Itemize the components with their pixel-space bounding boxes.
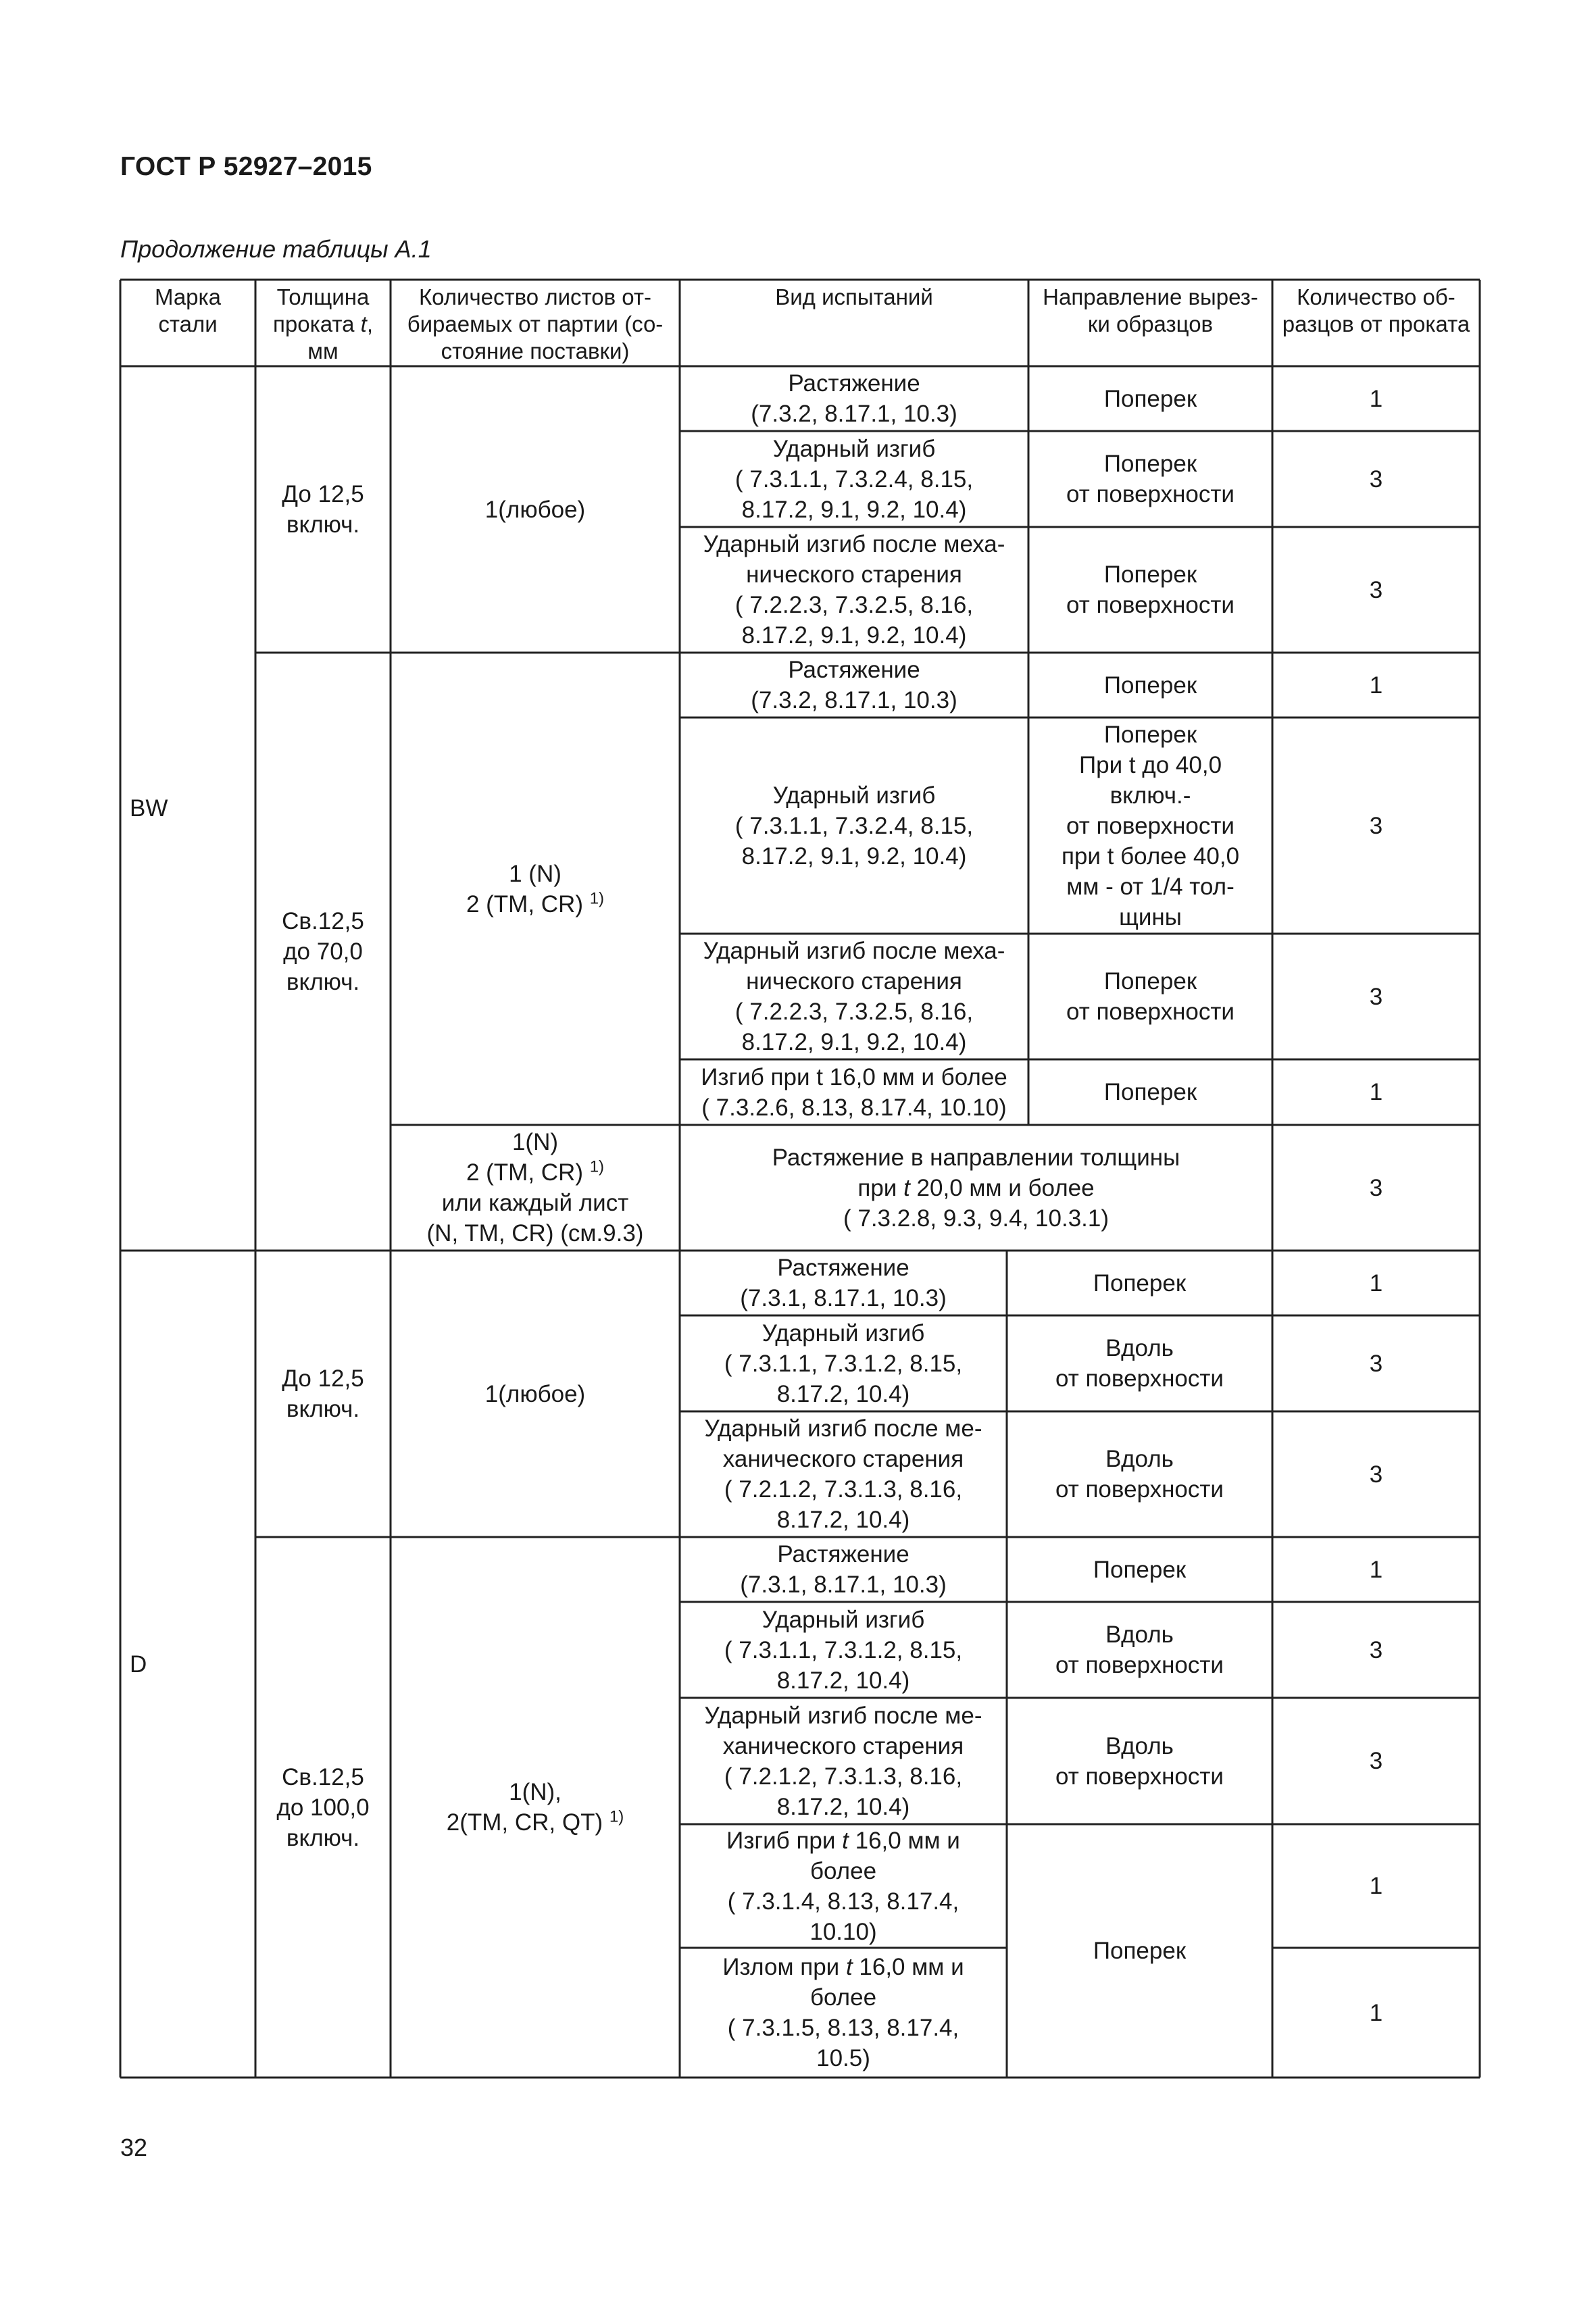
bw-test-3: Ударный изгиб после меха- нического старения ( 7.2.2.3, 7.3.2.5, 8.16, 8.17.2, 9.1, 9.2, 10.4) bbox=[703, 531, 1005, 649]
bw-direction-7: Поперек bbox=[1103, 1079, 1197, 1105]
header-direction: Направление вырез- ки образцов bbox=[1043, 284, 1258, 336]
d-test-5: Ударный изгиб ( 7.3.1.1, 7.3.1.2, 8.15, 8.17.2, 10.4) bbox=[724, 1606, 963, 1694]
standard-title: ГОСТ Р 52927–2015 bbox=[120, 152, 372, 181]
d-direction-4: Поперек bbox=[1093, 1556, 1187, 1583]
d-thickness-1: До 12,5 включ. bbox=[282, 1365, 364, 1422]
bw-count-4: 1 bbox=[1369, 672, 1383, 699]
bw-test-1: Растяжение (7.3.2, 8.17.1, 10.3) bbox=[751, 370, 957, 427]
header-count: Количество об- разцов от проката bbox=[1282, 284, 1470, 336]
d-thickness-2: Св.12,5 до 100,0 включ. bbox=[276, 1763, 370, 1851]
header-test-type: Вид испытаний bbox=[775, 284, 933, 309]
d-count-7: 1 bbox=[1369, 1873, 1383, 1899]
d-test-4: Растяжение (7.3.1, 8.17.1, 10.3) bbox=[740, 1541, 947, 1598]
bw-thickness-2: Св.12,5 до 70,0 включ. bbox=[282, 908, 364, 995]
bw-test-4: Растяжение (7.3.2, 8.17.1, 10.3) bbox=[751, 657, 957, 713]
d-test-8: Излом при t 16,0 мм и более ( 7.3.1.5, 8.13, 8.17.4, 10.5) bbox=[722, 1954, 964, 2071]
d-direction-3: Вдоль от поверхности bbox=[1055, 1446, 1224, 1503]
d-count-4: 1 bbox=[1369, 1556, 1383, 1583]
bw-count-6: 3 bbox=[1369, 983, 1383, 1010]
bw-direction-1: Поперек bbox=[1103, 385, 1197, 412]
d-direction-7-8: Поперек bbox=[1093, 1938, 1187, 1964]
bw-count-3: 3 bbox=[1369, 576, 1383, 603]
d-direction-2: Вдоль от поверхности bbox=[1055, 1335, 1224, 1392]
d-sheets-2: 1(N), 2(TM, CR, QT) $^{1)}$ bbox=[446, 1779, 624, 1836]
grade-d: D bbox=[130, 1651, 147, 1678]
bw-direction-2: Поперек от поверхности bbox=[1066, 451, 1235, 507]
grade-bw: BW bbox=[130, 795, 168, 822]
d-count-6: 3 bbox=[1369, 1748, 1383, 1774]
d-count-2: 3 bbox=[1369, 1350, 1383, 1377]
bw-test-8: Растяжение в направлении толщины при t 20,0 мм и более ( 7.3.2.8, 9.3, 9.4, 10.3.1) bbox=[772, 1144, 1180, 1232]
bw-direction-4: Поперек bbox=[1103, 672, 1197, 699]
bw-test-2: Ударный изгиб ( 7.3.1.1, 7.3.2.4, 8.15, 8.17.2, 9.1, 9.2, 10.4) bbox=[734, 435, 974, 523]
table-caption: Продолжение таблицы А.1 bbox=[120, 235, 432, 263]
page-number: 32 bbox=[120, 2134, 148, 2161]
header-thickness: Толщина проката t, мм bbox=[273, 284, 373, 363]
d-test-1: Растяжение (7.3.1, 8.17.1, 10.3) bbox=[740, 1255, 947, 1311]
d-test-3: Ударный изгиб после ме- ханического старения ( 7.2.1.2, 7.3.1.3, 8.16, 8.17.2, 10.4) bbox=[704, 1415, 982, 1533]
header-sheets: Количество листов от- бираемых от партии (со- стояние поставки) bbox=[407, 284, 664, 363]
bw-count-5: 3 bbox=[1369, 812, 1383, 839]
bw-test-6: Ударный изгиб после меха- нического старения ( 7.2.2.3, 7.3.2.5, 8.16, 8.17.2, 9.1, 9.2, 10.4) bbox=[703, 938, 1005, 1055]
bw-direction-5: Поперек При t до 40,0 включ.- от поверхности при t более 40,0 мм - от 1/4 тол- щины bbox=[1061, 721, 1240, 930]
d-count-5: 3 bbox=[1369, 1636, 1383, 1663]
bw-sheets-2: 1 (N) 2 (TM, CR) $^{1)}$ bbox=[466, 860, 605, 917]
bw-count-8: 3 bbox=[1369, 1174, 1383, 1201]
d-direction-6: Вдоль от поверхности bbox=[1055, 1732, 1224, 1790]
d-direction-5: Вдоль от поверхности bbox=[1055, 1621, 1224, 1678]
bw-count-1: 1 bbox=[1369, 385, 1383, 412]
bw-direction-6: Поперек от поверхности bbox=[1066, 968, 1235, 1025]
bw-sheets-1: 1(любое) bbox=[484, 496, 586, 523]
bw-test-7: Изгиб при t 16,0 мм и более ( 7.3.2.6, 8.13, 8.17.4, 10.10) bbox=[701, 1063, 1007, 1121]
d-count-8: 1 bbox=[1369, 1999, 1383, 2026]
bw-count-7: 1 bbox=[1369, 1079, 1383, 1105]
d-count-1: 1 bbox=[1369, 1269, 1383, 1297]
d-direction-1: Поперек bbox=[1093, 1269, 1187, 1297]
d-test-6: Ударный изгиб после ме- ханического старения ( 7.2.1.2, 7.3.1.3, 8.16, 8.17.2, 10.4) bbox=[704, 1702, 982, 1820]
bw-count-2: 3 bbox=[1369, 466, 1383, 493]
d-count-3: 3 bbox=[1369, 1461, 1383, 1488]
d-sheets-1: 1(любое) bbox=[484, 1380, 586, 1407]
d-test-2: Ударный изгиб ( 7.3.1.1, 7.3.1.2, 8.15, 8.17.2, 10.4) bbox=[724, 1319, 963, 1407]
header-grade: Марка стали bbox=[154, 284, 222, 336]
d-test-7: Изгиб при t 16,0 мм и более ( 7.3.1.4, 8.13, 8.17.4, 10.10) bbox=[726, 1827, 960, 1945]
bw-direction-3: Поперек от поверхности bbox=[1066, 561, 1235, 618]
bw-thickness-1: До 12,5 включ. bbox=[282, 481, 364, 538]
bw-sheets-3: 1(N) 2 (TM, CR) $^{1)}$ или каждый лист (N, TM, CR) (см.9.3) bbox=[426, 1129, 644, 1247]
bw-test-5: Ударный изгиб ( 7.3.1.1, 7.3.2.4, 8.15, 8.17.2, 9.1, 9.2, 10.4) bbox=[734, 782, 974, 870]
